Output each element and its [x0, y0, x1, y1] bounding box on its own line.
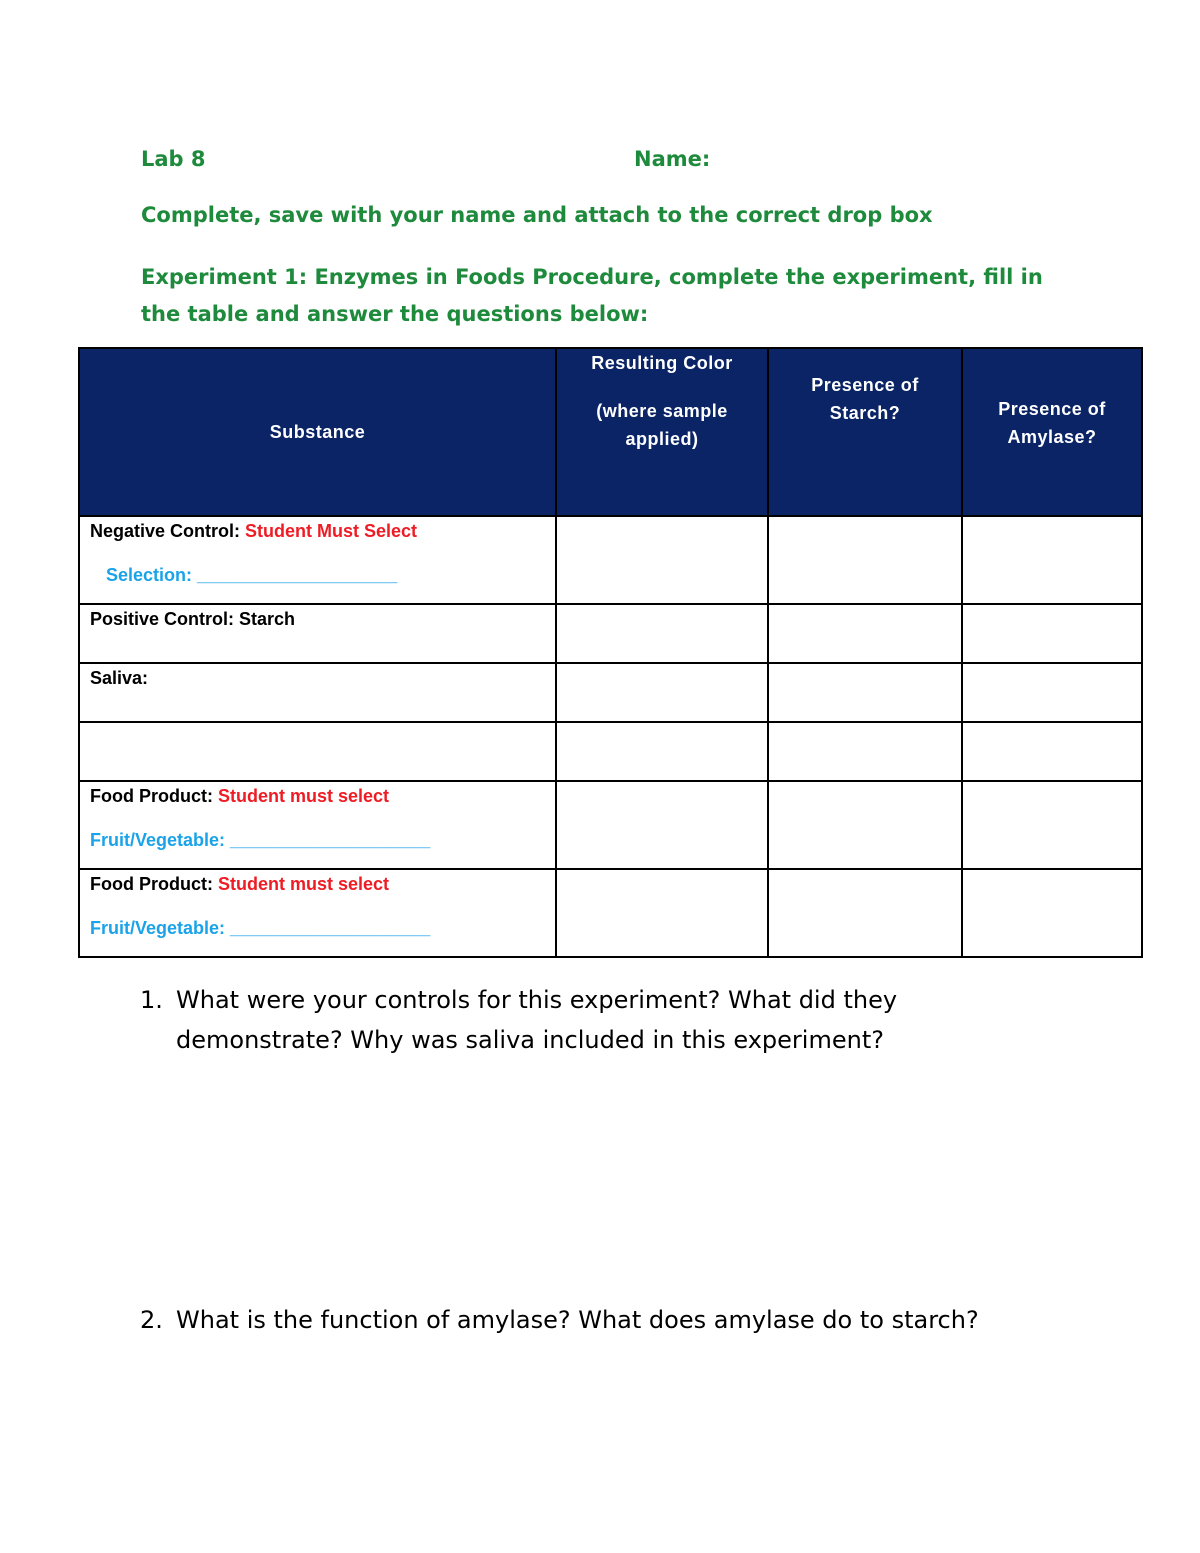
- food-product-instruction: Student must select: [218, 786, 390, 806]
- table-row-empty: [79, 722, 1142, 781]
- header-resulting-color: [556, 348, 768, 516]
- cell-starch-input[interactable]: [768, 663, 962, 722]
- cell-starch-input[interactable]: [768, 516, 962, 604]
- cell-substance: [79, 516, 556, 604]
- food-product-label: Food Product:: [90, 874, 218, 894]
- results-table: [78, 347, 1143, 958]
- cell-amylase-input[interactable]: [962, 516, 1142, 604]
- question-list: [140, 980, 1040, 1340]
- cell-substance: [79, 663, 556, 722]
- question-text: What is the function of amylase? What does amylase do to starch?: [176, 1306, 979, 1334]
- header-amylase-label: Presence of Amylase?: [998, 399, 1106, 447]
- cell-starch-input[interactable]: [768, 722, 962, 781]
- cell-amylase-input[interactable]: [962, 781, 1142, 869]
- table-row-saliva: [79, 663, 1142, 722]
- experiment-heading: Experiment 1: Enzymes in Foods Procedure, complete the experiment, fill in the table and answer the questions below:: [141, 265, 1043, 326]
- header-starch: [768, 348, 962, 516]
- header-starch-label: Presence of Starch?: [811, 375, 919, 423]
- question-number: 1.: [140, 986, 163, 1014]
- header-substance-label: Substance: [269, 422, 366, 442]
- cell-amylase-input[interactable]: [962, 869, 1142, 957]
- lab-title: Lab 8: [141, 147, 206, 171]
- negative-control-instruction: Student Must Select: [245, 521, 418, 541]
- cell-color-input[interactable]: [556, 663, 768, 722]
- cell-amylase-input[interactable]: [962, 722, 1142, 781]
- instructions-text: Complete, save with your name and attach to the correct drop box: [141, 203, 933, 227]
- cell-substance-input[interactable]: [79, 722, 556, 781]
- cell-color-input[interactable]: [556, 604, 768, 663]
- header-amylase: [962, 348, 1142, 516]
- header-substance: [79, 348, 556, 516]
- cell-amylase-input[interactable]: [962, 663, 1142, 722]
- table-row-food-product-2: [79, 869, 1142, 957]
- header-color-line2: (where sample applied): [596, 401, 728, 449]
- food-product-label: Food Product:: [90, 786, 213, 806]
- fruit-vegetable-blank: Fruit/Vegetable: ____________________: [90, 830, 431, 850]
- food-product-instruction: Student must select: [217, 874, 390, 894]
- table-row-negative-control: [79, 516, 1142, 604]
- cell-color-input[interactable]: [556, 869, 768, 957]
- cell-amylase-input[interactable]: [962, 604, 1142, 663]
- cell-starch-input[interactable]: [768, 869, 962, 957]
- cell-color-input[interactable]: [556, 781, 768, 869]
- cell-color-input[interactable]: [556, 516, 768, 604]
- cell-substance: [79, 781, 556, 869]
- fruit-vegetable-blank: Fruit/Vegetable: ____________________: [90, 918, 431, 938]
- question-item: [140, 1300, 1040, 1340]
- negative-control-selection: Selection: ____________________: [106, 565, 398, 585]
- negative-control-label: Negative Control:: [90, 521, 241, 541]
- saliva-label: Saliva:: [90, 668, 149, 688]
- table-header-row: [79, 348, 1142, 516]
- name-label: Name:: [634, 147, 711, 171]
- table-row-food-product-1: [79, 781, 1142, 869]
- cell-starch-input[interactable]: [768, 604, 962, 663]
- cell-substance: [79, 869, 556, 957]
- header-color-line1: Resulting Color: [591, 353, 733, 373]
- question-text: What were your controls for this experiment? What did they demonstrate? Why was saliva included in this experiment?: [176, 986, 898, 1054]
- positive-control-label: Positive Control: Starch: [90, 609, 296, 629]
- cell-substance: [79, 604, 556, 663]
- table-row-positive-control: [79, 604, 1142, 663]
- cell-starch-input[interactable]: [768, 781, 962, 869]
- question-item: [140, 980, 1040, 1060]
- question-number: 2.: [140, 1306, 163, 1334]
- cell-color-input[interactable]: [556, 722, 768, 781]
